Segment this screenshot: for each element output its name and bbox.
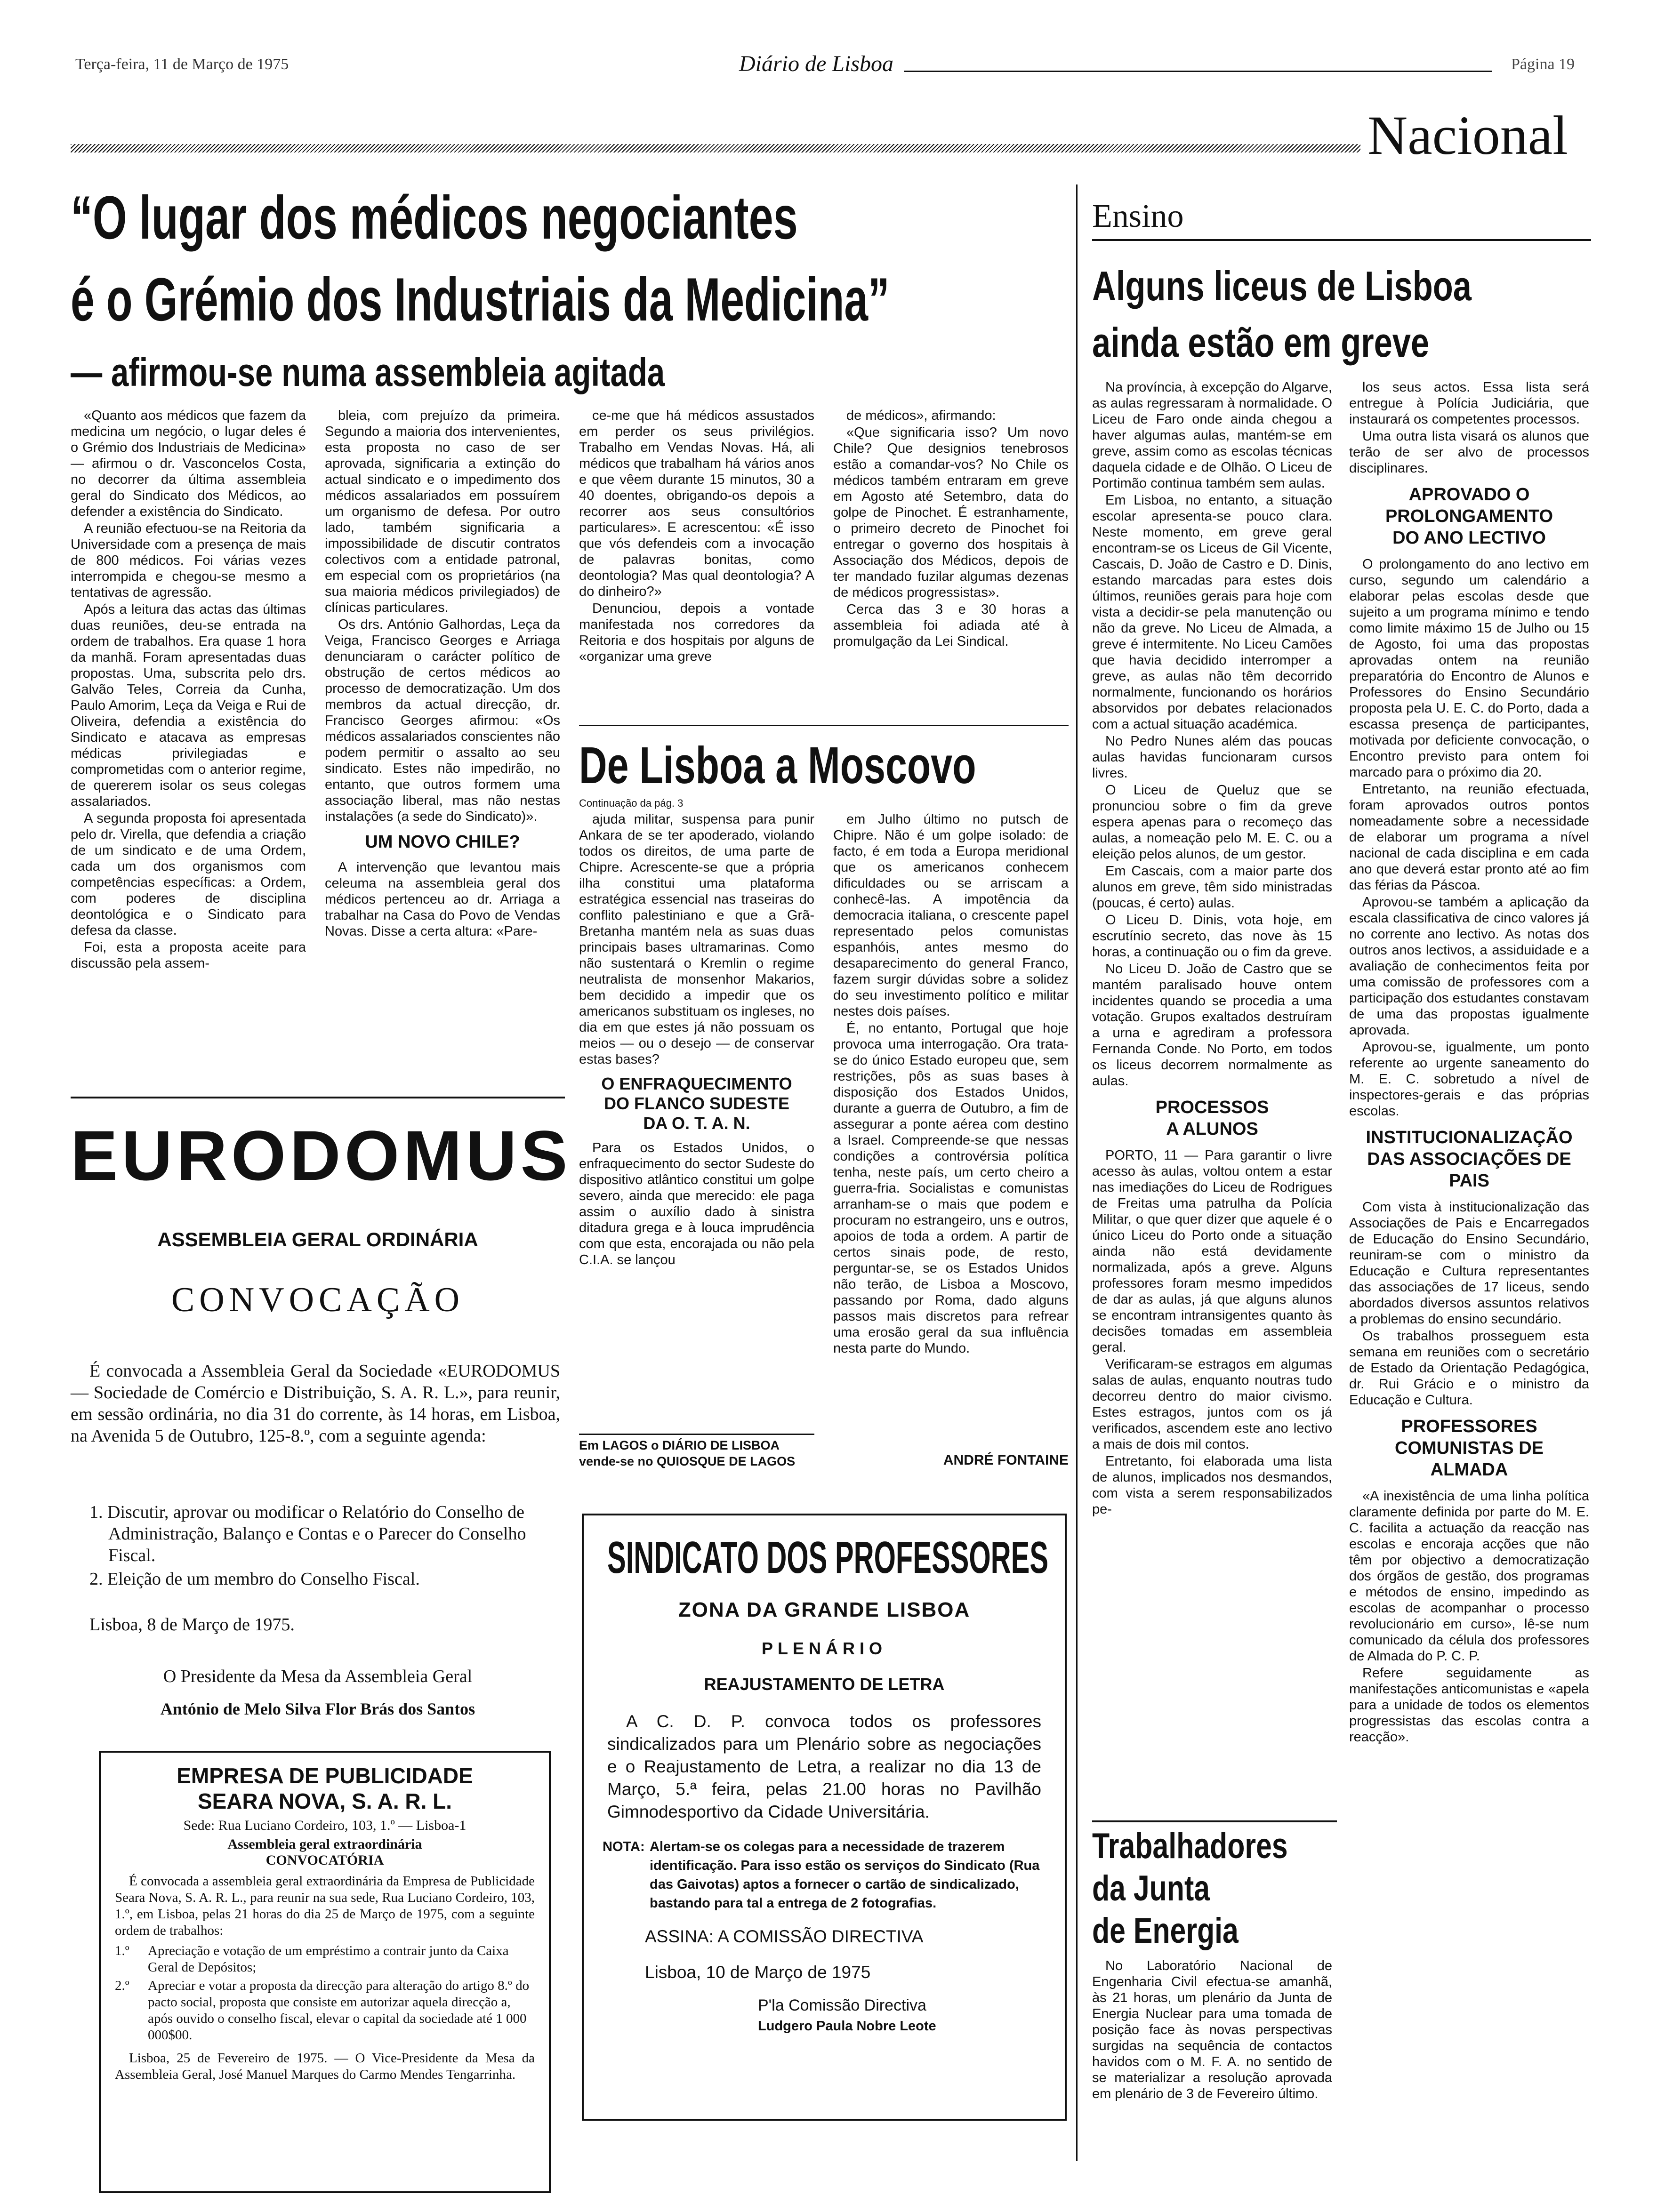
- seara-item-2-num: 2.º: [115, 1978, 129, 1993]
- lagos-top-rule: [579, 1434, 814, 1435]
- energia-headline: [1092, 1825, 1288, 1952]
- seara-item-1: Apreciação e votação de um empréstimo a contrair junto da Caixa Geral de Depósitos;: [148, 1943, 509, 1975]
- seara-sede: Sede: Rua Luciano Cordeiro, 103, 1.º — Lisboa-1: [183, 1818, 467, 1833]
- energia-body: No Laboratório Nacional de Engenharia Civil efectua-se amanhã, às 21 horas, um plenário da Junta de Energia Nuclear para uma tomada de posição face às novas perspectivas surgidas na sequência de contactos havidos com o M. F. A. no sentido de se materializar a resolução aprovada em plenário de 3 de Fevereiro último.: [1092, 1958, 1332, 2101]
- energia-top-rule: [1092, 1820, 1337, 1822]
- eurodomus-title: EURODOMUS: [71, 1116, 571, 1195]
- ensino-label-rule: [1092, 239, 1591, 241]
- eurodomus-body: É convocada a Assembleia Geral da Sociedade «EURODOMUS — Sociedade de Comércio e Distribuição, S. A. R. L.», para reunir, em sessão ordinária, no dia 31 do corrente, às 14 horas, em Lisboa, na Avenida 5 de Outubro, 125-8.º, com a seguinte agenda:: [71, 1361, 560, 1446]
- main-headline-1: “O lugar dos médicos negociantes: [71, 183, 798, 252]
- sindicato-title: SINDICATO DOS PROFESSORES: [607, 1532, 1049, 1583]
- seara-title-2: SEARA NOVA, S. A. R. L.: [197, 1789, 452, 1813]
- masthead: Diário de Lisboa: [739, 51, 894, 76]
- section-title: Nacional: [1367, 104, 1568, 166]
- moscovo-col-2: em Julho último no putsch de Chipre. Não é um golpe isolado: de facto, é em toda a Europa meridional que os americanos conhecem dificuldades ou se arriscam a conhecê-las. A impotência da democracia italiana, o crescente papel representado pelos comunistas espanhóis, antes mesmo do desaparecimento do general Franco, fazem surgir dúvidas sobre a solidez do seu investimento político e militar nestes dois países. É, no entanto, Portugal que hoje provoca uma interrogação. Ora trata-se do único Estado europeu que, sem restrições, pôs as suas bases à disposição dos Estados Unidos, durante a guerra de Outubro, a fim de assegurar a ponte aérea com destino a Israel. Compreende-se que nessas condições a controvérsia política tenha, neste país, um certo cheiro a guerra-fria. Socialistas e comunistas arranham-se o mais que podem e procuram no estrangeiro, uns e outros, apoios de toda a ordem. A partir de certos sinais pode, de resto, perguntar-se, se os Estados Unidos não terão, de Lisboa a Moscovo, passando por Roma, dado alguns passos mais discretos para refrear uma erosão geral da sua influência nesta parte do Mundo.: [833, 812, 1069, 1356]
- page-number: Página 19: [1511, 56, 1575, 73]
- sindicato-assina: ASSINA: A COMISSÃO DIRECTIVA: [645, 1927, 924, 1946]
- subhead-enfraquecimento: O ENFRAQUECIMENTO DO FLANCO SUDESTE DA O. T. A. N.: [601, 1074, 792, 1133]
- main-col-2: bleia, com prejuízo da primeira. Segundo a maioria dos intervenientes, esta proposta no caso de ser aprovada, significaria a extinção do actual sindicato e o impedimento dos médicos assalariados em possuírem um organismo de defesa. Por outro lado, também significaria a impossibilidade de discutir contratos colectivos com a entidade patronal, em especial com os proprietários (na sua maioria médicos privilegiados) de clínicas particulares. Os drs. António Galhordas, Leça da Veiga, Francisco Georges e Arriaga denunciaram o carácter político de obstrução de certos médicos ao processo de democratização. Um dos membros da actual direcção, dr. Francisco Georges afirmou: «Os médicos assalariados conscientes não podem permitir o assalto ao seu sindicato. Estes não impedirão, no entanto, que outros formem uma associação liberal, mas não nestas instalações (a sede do Sindicato)». UM NOVO CHILE? A intervenção que levantou mais celeuma na assembleia geral dos médicos pertenceu ao dr. Arriaga a trabalhar na Casa do Povo de Vendas Novas. Disse a certa altura: «Pare-: [325, 408, 560, 939]
- eurodomus-subtitle: ASSEMBLEIA GERAL ORDINÁRIA: [157, 1228, 478, 1250]
- moscovo-headline: De Lisboa a Moscovo: [579, 737, 976, 794]
- eurodomus-date: Lisboa, 8 de Março de 1975.: [89, 1615, 295, 1635]
- energia-headline-line-3: de Energia: [1092, 1911, 1239, 1951]
- sindicato-nota-text: Alertam-se os colegas para a necessidade de trazerem identificação. Para isso estão os serviços do Sindicato (Rua das Gaivotas) aptos a fornecer o cartão de sindicalizado, bastando para tal a entrega de 2 fotografias.: [650, 1839, 1040, 1911]
- seara-closing: Lisboa, 25 de Fevereiro de 1975. — O Vice-Presidente da Mesa da Assembleia Geral, José Manuel Marques do Carmo Mendes Tengarrinha.: [115, 2051, 535, 2082]
- seara-body: É convocada a assembleia geral extraordinária da Empresa de Publicidade Seara Nova, S. A. R. L., para reunir na sua sede, Rua Luciano Cordeiro, 103, 1.º, em Lisboa, pelas 21 horas do dia 25 de Março de 1975, com a seguinte ordem de trabalhos:: [115, 1874, 535, 1938]
- ensino-headline-1: Alguns liceus de Lisboa: [1092, 263, 1472, 309]
- moscovo-top-rule: [579, 725, 1069, 726]
- subhead-um-novo-chile: UM NOVO CHILE?: [365, 832, 520, 852]
- subhead-professores-comunistas: PROFESSORES COMUNISTAS DE ALMADA: [1395, 1417, 1544, 1480]
- moscovo-author: ANDRÉ FONTAINE: [943, 1452, 1069, 1468]
- eurodomus-item-1: 1. Discutir, aprovar ou modificar o Relatório do Conselho de Administração, Balanço e Contas e o Parecer do Conselho Fiscal.: [89, 1502, 526, 1565]
- seara-sub-2: CONVOCATÓRIA: [265, 1852, 384, 1868]
- seara-title-1: EMPRESA DE PUBLICIDADE: [177, 1763, 473, 1788]
- eurodomus-top-rule: [71, 1097, 565, 1098]
- ensino-col-2: los seus actos. Essa lista será entregue à Polícia Judiciária, que instaurará os competentes processos. Uma outra lista visará os alunos que terão de ser alvo de processos disciplinares. APROVADO O PROLONGAMENTO DO ANO LECTIVO O prolongamento do ano lectivo em curso, segundo um calendário a elaborar pelas escolas desde que sujeito a um programa mínimo e tendo como limite máximo 15 de Julho ou 15 de Agosto, foi uma das propostas aprovadas ontem na reunião preparatória do Encontro de Alunos e Professores do Ensino Secundário proposta pela U. E. C. do Porto, dada a escassa presença de participantes, motivada por deficiente convocação, o Encontro previsto para ontem foi marcado para o próximo dia 20. Entretanto, na reunião efectuada, foram aprovados outros pontos nomeadamente sobre a necessidade de elaborar um programa a nível nacional de cada disciplina e em cada ano que deverá estar pronto até ao fim das férias da Páscoa. Aprovou-se também a aplicação da escala classificativa de cinco valores já no corrente ano lectivo. As notas dos outros anos lectivos, a assiduidade e a avaliação de conhecimentos feita por uma comissão de professores com a participação dos estudantes constavam de uma das propostas igualmente aprovada. Aprovou-se, igualmente, um ponto referente ao urgente saneamento do M. E. C. sobretudo a nível de inspectores-gerais e das próprias escolas. INSTITUCIONALIZAÇÃO DAS ASSOCIAÇÕES DE PAIS Com vista à institucionalização das Associações de Pais e Encarregados de Educação do Ensino Secundário, reuniram-se com o ministro da Educação e Cultura representantes das associações de 17 liceus, sendo abordados diversos assuntos relativos a problemas do ensino secundário. Os trabalhos prosseguem esta semana em reuniões com o secretário de Estado da Orientação Pedagógica, dr. Rui Grácio e o ministro da Educação e Cultura. PROFESSORES COMUNISTAS DE ALMADA «A inexistência de uma linha política claramente definida por parte do M. E. C. facilita a actuação da reacção nas escolas e encoraja acções que não têm por objectivo a democratização dos órgãos de gestão, dos programas e métodos de ensino, impedindo as escolas de acompanhar o processo revolucionário em curso», lê-se num comunicado da célula dos professores de Almada do P. C. P. Refere seguidamente as manifestações anticomunistas e «apela para a unidade de todos os elementos progressistas das escolas contra a reacção».: [1349, 380, 1589, 1745]
- subhead-institucionalizacao: INSTITUCIONALIZAÇÃO DAS ASSOCIAÇÕES DE PAIS: [1366, 1128, 1573, 1191]
- seara-items: [115, 1943, 535, 2044]
- seara-item-1-num: 1.º: [115, 1943, 129, 1958]
- sindicato-zona: ZONA DA GRANDE LISBOA: [678, 1598, 971, 1621]
- main-deck: — afirmou-se numa assembleia agitada: [71, 350, 665, 394]
- main-col-3: ce-me que há médicos assustados em perder os seus privilégios. Trabalho em Vendas Novas. Há, ali médicos que trabalham há vários anos e que vêem durante 15 minutos, 30 a 40 doentes, obrigando-os depois a recorrer aos seus consultórios particulares». E acrescentou: «É isso que vós defendeis com a invocação de palavras bonitas, como deontologia? Mas qual deontologia? A do dinheiro?» Denunciou, depois a vontade manifestada nos corredores da Reitoria e dos hospitais por alguns de «organizar uma greve: [579, 408, 814, 664]
- ensino-left-rule: [1076, 184, 1078, 2161]
- main-col-1: «Quanto aos médicos que fazem da medicina um negócio, o lugar deles é o Grémio dos Industriais de Medicina» — afirmou o dr. Vasconcelos Costa, no decorrer da última assembleia geral do Sindicato dos Médicos, ao defender a existência do Sindicato. A reunião efectuou-se na Reitoria da Universidade com a presença de mais de 800 médicos. Foi várias vezes interrompida e chegou-se mesmo a tentativas de agressão. Após a leitura das actas das últimas duas reuniões, deu-se entrada na ordem de trabalhos. Era quase 1 hora da manhã. Foram apresentadas duas propostas. Uma, subscrita pelo drs. Galvão Teles, Correia da Cunha, Paulo Amorim, Leça da Veiga e Rui de Oliveira, defendia a existência do Sindicato e atacava as empresas médicas privilegiadas e comprometidas com o anterior regime, de quererem isolar os seus colegas assalariados. A segunda proposta foi apresentada pelo dr. Virella, que defendia a criação de um sindicato e de uma Ordem, cada um dos organismos com competências específicas: a Ordem, com poderes de disciplina deontológica e o Sindicato para defesa da classe. Foi, esta a proposta aceite para discussão pela assem-: [71, 408, 306, 971]
- sindicato-date: Lisboa, 10 de Março de 1975: [645, 1963, 871, 1982]
- seara-sub-1: Assembleia geral extraordinária: [227, 1836, 422, 1852]
- subhead-aprovado-prolongamento: APROVADO O PROLONGAMENTO DO ANO LECTIVO: [1385, 485, 1553, 548]
- eurodomus-item-2: 2. Eleição de um membro do Conselho Fiscal.: [89, 1569, 420, 1589]
- energia-headline-line-2: da Junta: [1092, 1868, 1210, 1908]
- eurodomus-signer-name: António de Melo Silva Flor Brás dos Santos: [160, 1699, 475, 1718]
- sindicato-plenario: PLENÁRIO: [761, 1639, 887, 1658]
- moscovo-col-1: ajuda militar, suspensa para punir Ankara de se ter apoderado, violando todos os direitos, de uma parte de Chipre. Acrescente-se que a própria ilha constitui uma plataforma estratégica essencial nas traseiras do conflito palestiniano e que a Grã-Bretanha mantém nela as suas duas principais bases ultramarinas. Como não sustentará o Kremlin o regime neutralista de monsenhor Makarios, bem decidido a impedir que os americanos substituam os ingleses, no dia em que estes já não possuam os meios — ou o desejo — de conservar estas bases? O ENFRAQUECIMENTO DO FLANCO SUDESTE DA O. T. A. N. Para os Estados Unidos, o enfraquecimento do sector Sudeste do dispositivo atlântico constitui um golpe severo, ainda que merecido: ele paga assim o auxílio dado à sinistra ditadura grega e à louca imprudência com que esta, encorajada ou não pela C.I.A. se lançou: [579, 812, 814, 1267]
- section-hatch-rule: [71, 144, 1360, 152]
- moscovo-continuation: Continuação da pág. 3: [579, 797, 684, 809]
- seara-nova-box: [99, 1751, 551, 2193]
- sindicato-pla: P'la Comissão Directiva: [758, 1996, 926, 2014]
- eurodomus-items: [89, 1501, 546, 1590]
- ensino-label: Ensino: [1092, 198, 1184, 234]
- sindicato-box: [582, 1514, 1067, 2121]
- main-col-4: de médicos», afirmando: «Que significaria isso? Um novo Chile? Que designios tenebrosos estão a comandar-vos? No Chile os médicos também entraram em greve em Agosto até Setembro, data do golpe de Pinochet. É estranhamente, o primeiro decreto de Pinochet foi entregar o governo dos hospitais à Associação dos Médicos, depois de ter mandado fuzilar algumas dezenas de médicos progressistas». Cerca das 3 e 30 horas a assembleia foi adiada até à promulgação da Lei Sindical.: [833, 408, 1069, 649]
- ensino-headline-2: ainda estão em greve: [1092, 319, 1430, 366]
- sindicato-reajustamento: REAJUSTAMENTO DE LETRA: [704, 1675, 945, 1694]
- sindicato-nota: [603, 1837, 1046, 1913]
- header-rule: [904, 71, 1492, 72]
- eurodomus-convocacao: CONVOCAÇÃO: [171, 1281, 465, 1319]
- seara-item-2: Apreciar e votar a proposta da direcção para alteração do artigo 8.º do pacto social, proposta que consiste em autorizar aquela direcção a, após ouvido o conselho fiscal, elevar o capital da sociedade até 1 000 000$00.: [148, 1978, 530, 2043]
- main-headline-2: é o Grémio dos Industriais da Medicina”: [71, 265, 890, 334]
- sindicato-nota-label: NOTA:: [603, 1839, 645, 1854]
- energia-headline-line-1: Trabalhadores: [1092, 1826, 1288, 1866]
- ensino-col-1: Na província, à excepção do Algarve, as aulas regressaram à normalidade. O Liceu de Faro onde ainda chegou a haver algumas aulas, mantém-se em greve, assim como as escolas técnicas daquela cidade e de Olhão. O Liceu de Portimão continua também sem aulas. Em Lisboa, no entanto, a situação escolar apresenta-se pouco clara. Neste momento, em greve geral encontram-se os Liceus de Gil Vicente, Cascais, D. João de Castro e D. Dinis, estando marcadas para estes dois últimos, reuniões gerais para hoje com vista a decidir-se pela manutenção ou não da greve. No Liceu de Almada, a greve é intermitente. No Liceu Camões que havia decidido interromper a greve, as aulas não têm decorrido normalmente, funcionando os horários absorvidos por debates relacionados com a actual situação académica. No Pedro Nunes além das poucas aulas havidas funcionaram cursos livres. O Liceu de Queluz que se pronunciou sobre o fim da greve espera apenas para o recomeço das aulas, a nomeação pelo M. E. C. ou a eleição pelos alunos, de um gestor. Em Cascais, com a maior parte dos alunos em greve, têm sido ministradas (poucas, é certo) aulas. O Liceu D. Dinis, vota hoje, em escrutínio secreto, das nove às 15 horas, a continuação ou o fim da greve. No Liceu D. João de Castro que se mantém paralisado houve ontem incidentes quando se procedia a uma votação. Grupos exaltados destruíram a urna e agrediram a professora Fernanda Conde. No Porto, em todos os liceus decorrem normalmente as aulas. PROCESSOS A ALUNOS PORTO, 11 — Para garantir o livre acesso às aulas, voltou ontem a estar nas imediações do Liceu de Rodrigues de Freitas uma patrulha da Polícia Militar, o que quer dizer que aquele é o único Liceu do Porto onde a situação ainda não está devidamente normalizada, após a greve. Alguns professores foram mesmo impedidos de dar as aulas, já que alguns alunos se encontram intransigentes quanto às decisões tomadas em assembleia geral. Verificaram-se estragos em algumas salas de aulas, enquanto noutras tudo decorreu dentro do maior civismo. Estes estragos, juntos com os já verificados, ascendem este ano lectivo a mais de dois mil contos. Entretanto, foi elaborada uma lista de alunos, implicados nos desmandos, com vista a serem responsabilizados pe-: [1092, 380, 1332, 1517]
- sindicato-body: A C. D. P. convoca todos os professores sindicalizados para um Plenário sobre as negociações e o Reajustamento de Letra, a realizar no dia 13 de Março, 5.ª feira, pelas 21.00 horas no Pavilhão Gimnodesportivo da Cidade Universitária.: [607, 1712, 1041, 1821]
- sindicato-signer: Ludgero Paula Nobre Leote: [758, 2019, 936, 2034]
- subhead-processos-a-alunos: PROCESSOS A ALUNOS: [1155, 1098, 1269, 1139]
- eurodomus-signer-role: O Presidente da Mesa da Assembleia Geral: [163, 1667, 473, 1686]
- header-date: Terça-feira, 11 de Março de 1975: [75, 56, 289, 73]
- lagos-notice: Em LAGOS o DIÁRIO DE LISBOA vende-se no QUIOSQUE DE LAGOS: [579, 1438, 796, 1468]
